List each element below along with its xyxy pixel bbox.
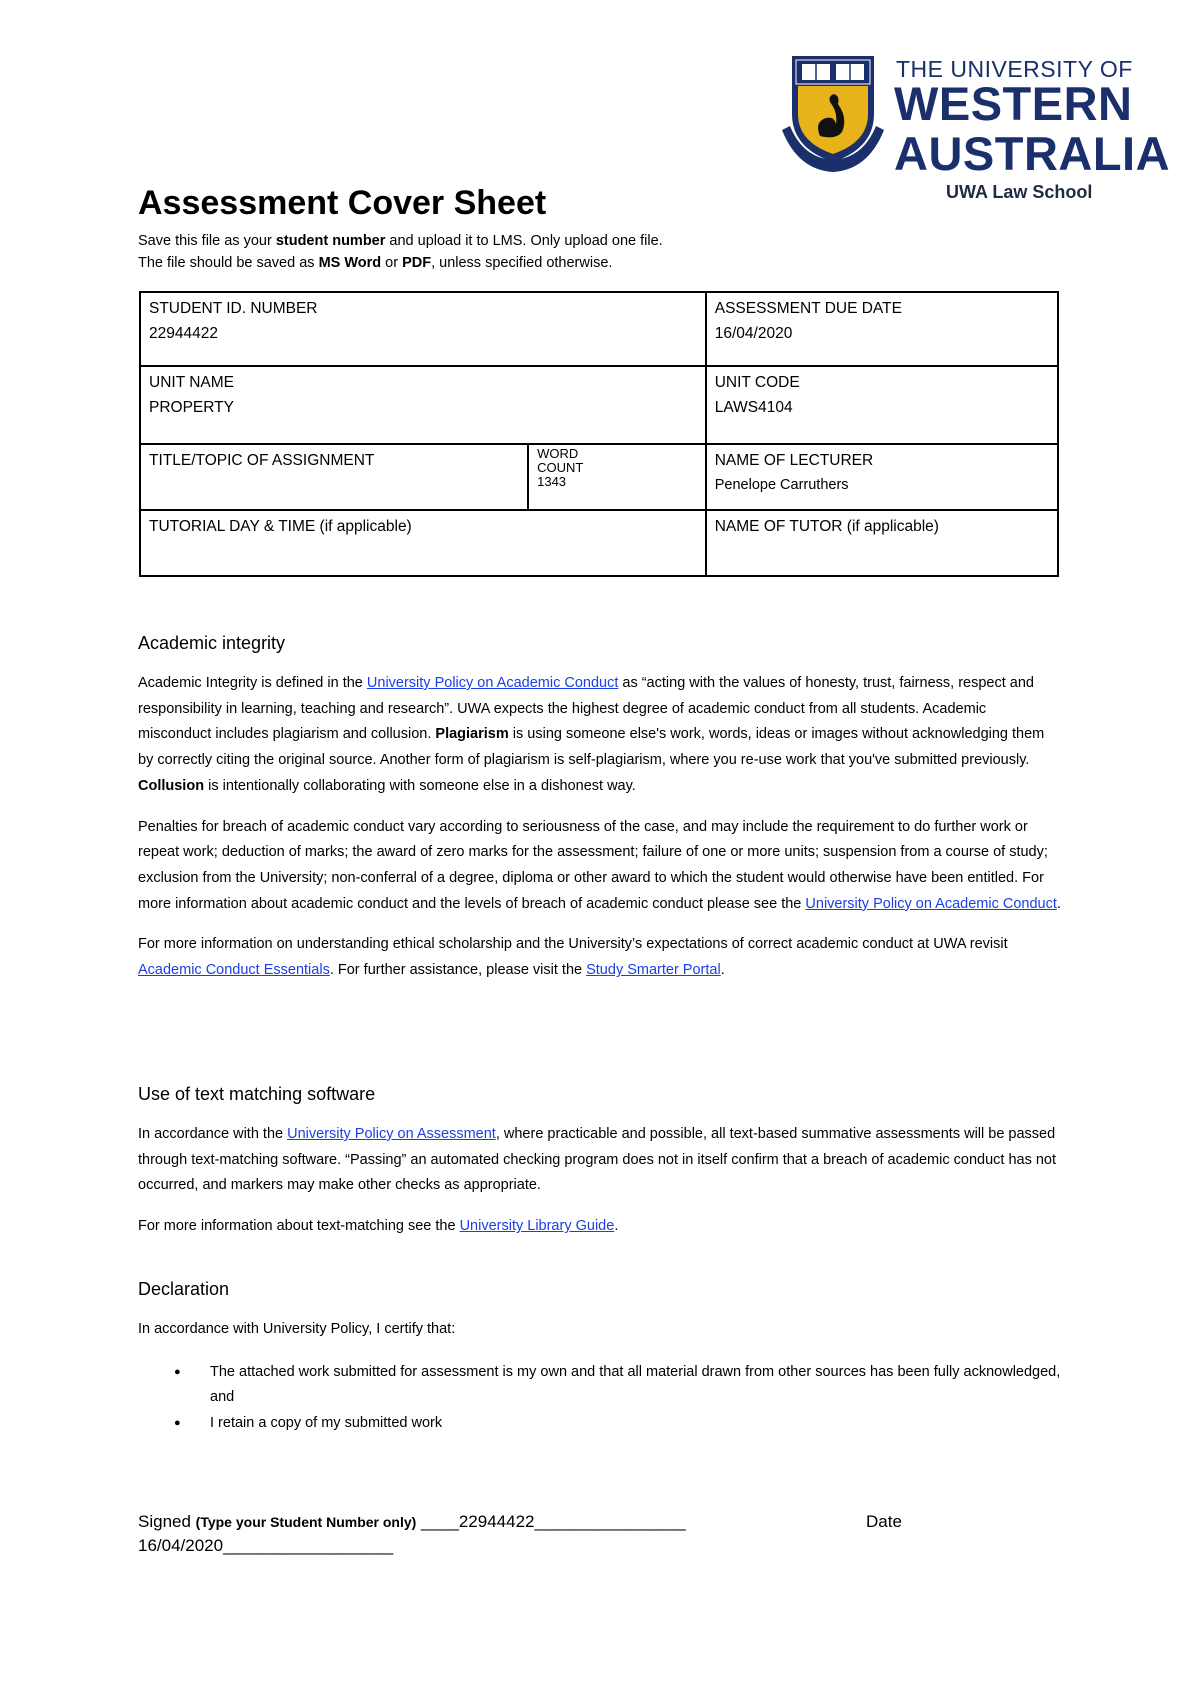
unit-name-label: UNIT NAME <box>149 374 234 391</box>
text: is intentionally collaborating with someone else in a dishonest way. <box>204 777 636 794</box>
instructions-line-2 <box>138 252 663 274</box>
tutorial-label: TUTORIAL DAY & TIME (if applicable) <box>149 518 412 535</box>
table-row <box>140 366 1058 444</box>
date-label: Date <box>866 1512 902 1531</box>
policy-assessment-link[interactable]: University Policy on Assessment <box>287 1126 496 1142</box>
logo-school-name: UWA Law School <box>946 182 1093 202</box>
text: is using someone else's work, words, ideas or images without acknowledging them by correctly citing the original source. Another form of plagiarism is self-plagiarism, where you re-use work that you've submitted previously. <box>138 726 1045 769</box>
integrity-paragraph-3 <box>138 932 1063 983</box>
declaration-heading: Declaration <box>138 1279 230 1299</box>
title-label: TITLE/TOPIC OF ASSIGNMENT <box>149 452 375 469</box>
word-count-label-1: WORD <box>537 446 579 461</box>
unit-code-value: LAWS4104 <box>714 399 793 416</box>
declaration-list <box>138 1360 1063 1437</box>
study-smarter-portal-link[interactable]: Study Smarter Portal <box>586 962 721 979</box>
declaration-intro: In accordance with University Policy, I certify that: <box>138 1321 456 1337</box>
word-count-label-2: COUNT <box>537 460 584 475</box>
instructions <box>138 230 663 274</box>
text: For more information on understanding ethical scholarship and the University’s expectations of correct academic conduct at UWA revisit <box>138 936 1008 953</box>
integrity-paragraph-2 <box>138 815 1063 918</box>
policy-academic-conduct-link[interactable]: University Policy on Academic Conduct <box>366 675 619 691</box>
instr-text: Save this file as your <box>138 233 276 249</box>
unit-name-cell[interactable] <box>140 366 706 444</box>
instr-text: and upload it to LMS. Only upload one file. <box>385 233 663 249</box>
signed-note: (Type your Student Number only) <box>195 1514 417 1530</box>
uwa-crest-icon <box>778 52 888 174</box>
instr-bold: PDF <box>402 255 432 271</box>
integrity-heading: Academic integrity <box>138 633 286 653</box>
title-cell[interactable] <box>140 444 528 510</box>
due-date-value: 16/04/2020 <box>714 325 793 342</box>
list-item: ● I retain a copy of my submitted work <box>210 1411 1063 1437</box>
text-matching-paragraph-1 <box>138 1122 1063 1199</box>
instr-bold: student number <box>275 233 386 249</box>
table-row <box>140 444 1058 510</box>
uwa-logo <box>778 52 1171 212</box>
declaration-section <box>138 1279 1063 1437</box>
tutorial-cell[interactable] <box>140 510 706 576</box>
text-matching-paragraph-2 <box>138 1214 1063 1240</box>
policy-academic-conduct-link-2[interactable]: University Policy on Academic Conduct <box>805 895 1057 912</box>
lecturer-cell[interactable] <box>706 444 1058 510</box>
word-count-value: 1343 <box>537 474 567 489</box>
integrity-paragraph-1 <box>138 671 1063 800</box>
date-value[interactable]: 16/04/2020__________________ <box>138 1536 394 1555</box>
student-id-value: 22944422 <box>149 325 218 342</box>
student-id-label: STUDENT ID. NUMBER <box>149 300 318 317</box>
text: Academic Integrity is defined in the <box>138 675 367 691</box>
tutor-cell[interactable] <box>706 510 1058 576</box>
list-item: ● The attached work submitted for assessment is my own and that all material drawn from other sources has been fully acknowledged, and <box>210 1360 1063 1411</box>
unit-name-value: PROPERTY <box>149 399 234 416</box>
library-guide-link[interactable]: University Library Guide <box>459 1218 615 1235</box>
unit-code-cell[interactable] <box>706 366 1058 444</box>
text: as “acting with the values of honesty, trust, fairness, respect and responsibility in learning, teaching and research”. UWA expects the highest degree of academic conduct from all students. Academic misconduct includes plagiarism and collusion. <box>138 675 1034 743</box>
table-row <box>140 292 1058 366</box>
text: Penalties for breach of academic conduct vary according to seriousness of the case, and may include the requirement to do further work or repeat work; deduction of marks; the award of zero marks for the assessment; failure of one or more units; suspension from a course of study; exclusion from the University; non-conferral of a degree, diploma or other award to which the student would otherwise have been entitled. For more information about academic conduct and the levels of breach of academic conduct please see the <box>138 818 1048 912</box>
academic-integrity-section <box>138 633 1063 984</box>
student-info-table <box>139 291 1059 577</box>
text: For more information about text-matching see the <box>138 1218 460 1235</box>
instructions-line-1 <box>138 230 663 252</box>
signed-value[interactable]: ____22944422________________ <box>416 1512 686 1531</box>
text-matching-section <box>138 1084 1063 1240</box>
table-row <box>140 510 1058 576</box>
bold-term: Collusion <box>138 777 205 794</box>
signature-block <box>138 1510 1063 1558</box>
signed-label: Signed <box>138 1512 196 1531</box>
text: , where practicable and possible, all text-based summative assessments will be passed through text-matching software. “Passing” an automated checking program does not in itself confirm that a breach of academic conduct has not occurred, and markers may make other checks as appropriate. <box>138 1126 1057 1194</box>
bold-term: Plagiarism <box>435 726 509 743</box>
logo-line-1: THE UNIVERSITY OF <box>896 56 1133 82</box>
instr-text: or <box>381 255 403 271</box>
due-date-cell[interactable] <box>706 292 1058 366</box>
text: . For further assistance, please visit the <box>329 962 587 979</box>
text: In accordance with the <box>138 1126 288 1142</box>
lecturer-label: NAME OF LECTURER <box>714 452 874 469</box>
due-date-label: ASSESSMENT DUE DATE <box>714 300 902 317</box>
instr-bold: MS Word <box>318 255 382 271</box>
unit-code-label: UNIT CODE <box>714 374 800 391</box>
word-count-cell[interactable] <box>528 444 706 510</box>
logo-line-3: AUSTRALIA <box>894 127 1171 180</box>
logo-line-2: WESTERN <box>894 77 1133 130</box>
tutor-label: NAME OF TUTOR (if applicable) <box>714 518 939 535</box>
text: . <box>720 962 725 979</box>
signed-line <box>138 1510 1063 1534</box>
text: . <box>1056 895 1061 912</box>
student-id-cell[interactable] <box>140 292 706 366</box>
page-title: Assessment Cover Sheet <box>138 184 547 222</box>
text-matching-heading: Use of text matching software <box>138 1084 376 1104</box>
text: . <box>614 1218 619 1235</box>
instr-text: The file should be saved as <box>138 255 319 271</box>
academic-conduct-essentials-link[interactable]: Academic Conduct Essentials <box>138 962 330 979</box>
instr-text: , unless specified otherwise. <box>431 255 613 271</box>
lecturer-value: Penelope Carruthers <box>714 477 849 493</box>
